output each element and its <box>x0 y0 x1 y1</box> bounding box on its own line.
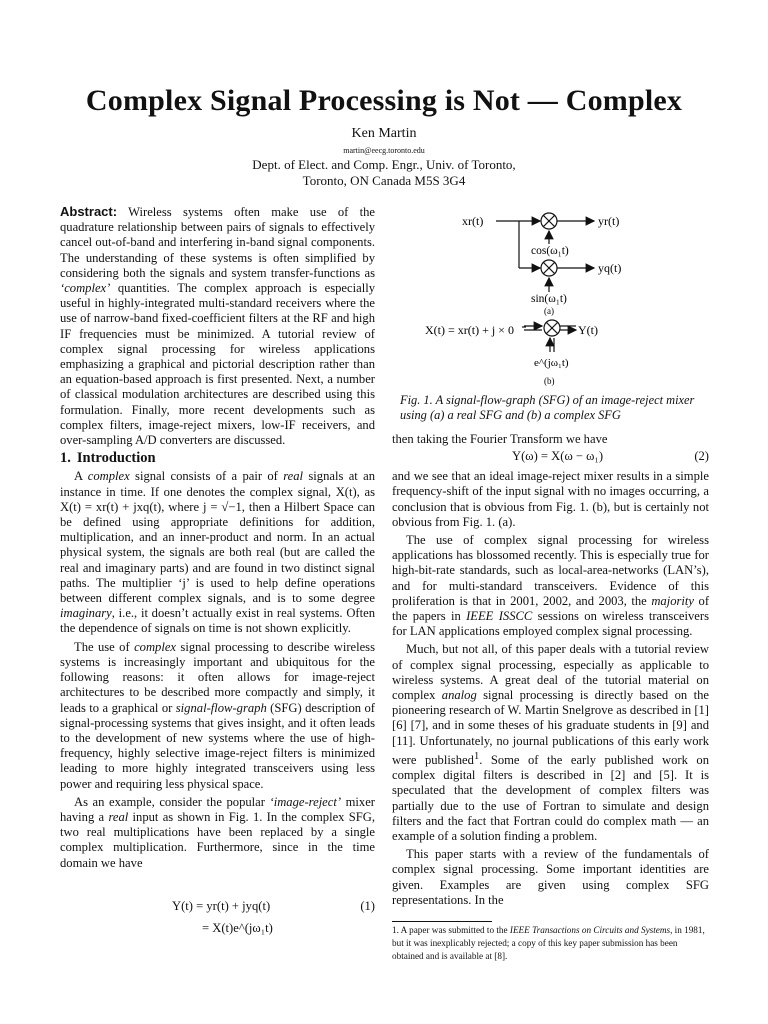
fig-sub-a: (a) <box>544 306 554 316</box>
fig-complex-input: X(t) = xr(t) + j × 0 <box>425 323 514 337</box>
author-name: Ken Martin <box>351 126 417 141</box>
right-paragraph-3: Much, but not all, of this paper deals with a tutorial review of complex signal processing, especially as applicable to wireless systems. A great deal of the tutorial material on complex analog signal processing is directly based on the pioneering research of W. Martin Snelgrove as described in [1] [6] [7], and in some theses of his graduate students in [9] and [11]. Unfortunately, no journal publications of this early work were published$^1$. Some of the early published work on complex digital filters is described in [2] and [5]. It is speculated that the development of complex filters was partially due to the use of Fortran to simulate and design filters and the fact that Fortran could do complex math — an example of a solution finding a problem. <box>392 642 709 844</box>
fourier-intro: then taking the Fourier Transform we have <box>392 432 608 446</box>
footnote: 1. A paper was submitted to the IEEE Transactions on Circuits and Systems, in 1981, but it was inexplicably rejected; a copy of this key paper submission has been obtained and is available at [8]. <box>392 925 705 961</box>
author-email: martin@eecg.toronto.edu <box>343 146 425 155</box>
paragraph-after-eq2: and we see that an ideal image-reject mixer results in a simple frequency-shift of the input signal with no images occurring, a conclusion that is obvious from Fig. 1. (b), but is certainly not obvious from Fig. 1. (a). <box>392 469 709 529</box>
left-column <box>60 204 375 941</box>
figure-1-sfg <box>392 204 709 424</box>
abstract-paragraph: Abstract: Wireless systems often make use of the quadrature relationship between pairs of signals to effectively cancel out-of-band and interfering in-band signal components. The understanding of these systems is often simplified by considering both the signals and system transfer-functions as ‘complex’ quantities. The complex approach is especially useful in highly-integrated multi-standard receivers where the use of narrow-band fixed-coefficient filters at the RF and high IF frequencies must be minimized. A tutorial review of complex signal processing for wireless applications emphasizing a graphical and pictorial description rather than an equation-based approach is first presented. Next, a number of classical modulation architectures are described using this formulation. Finally, more recent developments such as complex filters, image-reject mixers, low-IF receivers, and over-sampling A/D converters are discussed. <box>60 204 375 448</box>
intro-paragraph-3: As an example, consider the popular ‘image-reject’ mixer having a real input as shown in Fig. 1. In the complex SFG, two real multiplications have been replaced by a single complex multiplication. Furthermore, since in the time domain we have <box>60 794 375 870</box>
equation-2: Y(ω) = X(ω − ω₁) (2) <box>512 449 709 464</box>
fig-output-top: yr(t) <box>598 214 620 228</box>
footnote-marker: 1 <box>473 750 480 762</box>
paper-title: Complex Signal Processing is Not — Complex <box>85 84 683 117</box>
fig-sin-label: sin(ω₁t) <box>531 293 567 305</box>
equation-1-number: (1) <box>360 898 375 913</box>
affiliation-line-1: Dept. of Elect. and Comp. Engr., Univ. of Toronto, <box>252 157 516 172</box>
equation-1-line-2: = X(t)e^(jω₁t) <box>202 920 273 935</box>
abstract-label: Abstract: <box>60 204 118 219</box>
fig-complex-lo: e^(jω₁t) <box>534 357 569 369</box>
fig-cos-label: cos(ω₁t) <box>531 245 569 257</box>
fig-input-label: xr(t) <box>462 214 484 228</box>
fig-complex-output: Y(t) <box>578 323 598 337</box>
sfg-diagram <box>392 204 709 394</box>
right-paragraph-4: This paper starts with a review of the fundamentals of complex signal processing. Some important identities are given. Examples are given using complex SFG representations. In the <box>392 847 709 907</box>
section-heading: 1. Introduction <box>60 450 156 467</box>
intro-paragraph-1: A complex signal consists of a pair of real signals at an instance in time. If one denotes the complex signal, X(t), as X(t) = xr(t) + jxq(t), where j = √−1, then a Hilbert Space can be defined using appropriate definitions for addition, multiplication, and an inner-product and norm. In an actual physical system, the signals are both real (but are called the real and imaginary parts) and are found in two distinct signal paths. The multiplier ‘j’ is used to help define operations between different complex signals, and is to some degree imaginary, i.e., it doesn’t actually exist in real systems. Often the dependence of signals on time is not shown explicitly. <box>60 469 376 636</box>
affiliation-line-2: Toronto, ON Canada M5S 3G4 <box>302 173 466 188</box>
intro-paragraph-2: The use of complex signal processing to describe wireless systems is increasingly important and ubiquitous for the following reasons: it often allows for image-reject architectures to be described more compactly and simply, it leads to a graphical or signal-flow-graph (SFG) description of signal-processing systems that gives insight, and it often leads to the development of new systems where the use of high-frequency, highly selective image-reject filters is minimized leading to more highly integrated transceivers using less power and requiring less physical space. <box>60 639 375 791</box>
figure-1-caption: Fig. 1. A signal-flow-graph (SFG) of an image-reject mixer using (a) a real SFG and (b) a complex SFG <box>400 393 695 422</box>
footnote-rule <box>392 921 492 922</box>
right-column <box>392 432 709 908</box>
fig-sub-b: (b) <box>544 376 555 386</box>
fig-output-bottom: yq(t) <box>598 261 622 275</box>
equation-2-number: (2) <box>694 449 709 464</box>
equation-1-line-1: Y(t) = yr(t) + jyq(t) (1) <box>172 898 375 913</box>
right-paragraph-2: The use of complex signal processing for wireless applications has blossomed recently. This is especially true for high-bit-rate standards, such as local-area-networks (LAN’s), and for multi-standard transceivers. Evidence of this proliferation is that in 2001, 2002, and 2003, the majority of the papers in IEEE ISSCC sessions on wireless transceivers for LAN applications employed complex signal processing. <box>392 533 710 639</box>
